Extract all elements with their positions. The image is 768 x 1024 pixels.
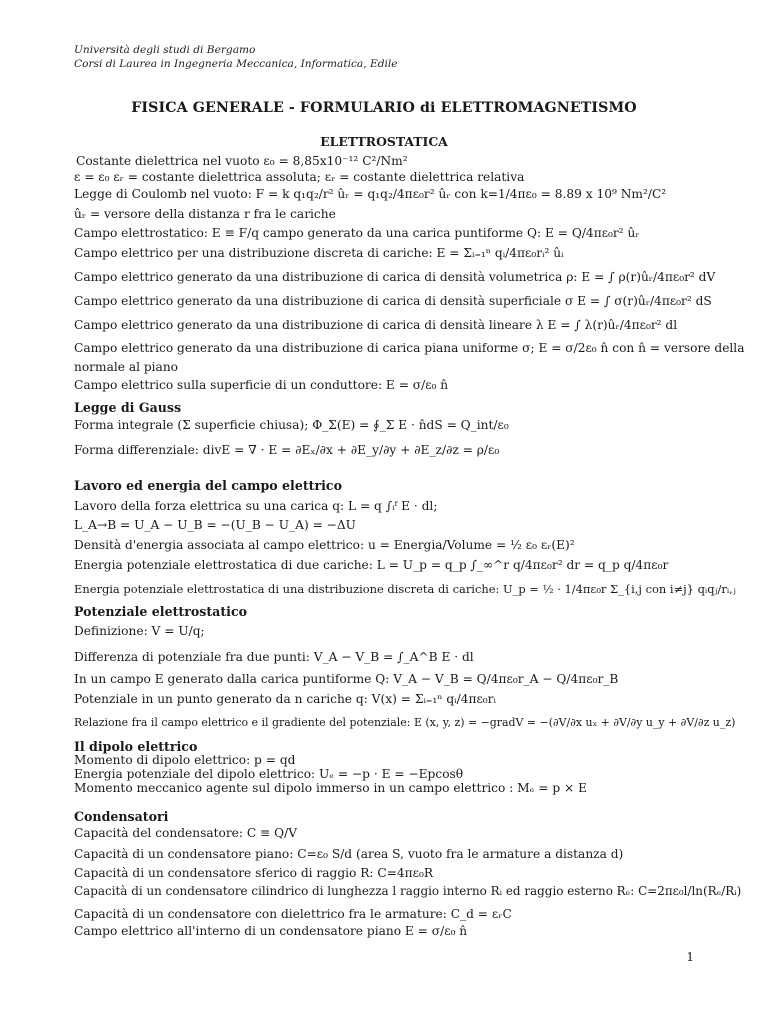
formula-line: Costante dielettrica nel vuoto ε₀ = 8,85x10⁻¹² C²/Nm² bbox=[76, 154, 408, 168]
formula-line: Forma integrale (Σ superficie chiusa); Φ_Σ(E) = ∮_Σ E · n̂dS = Q_int/ε₀ bbox=[74, 418, 509, 432]
formula-line: Capacità di un condensatore cilindrico di lunghezza l raggio interno Rᵢ ed raggio esterno Rₑ: C=2πε₀l/ln(Rₑ/Rᵢ) bbox=[74, 884, 742, 898]
section-heading-potenziale: Potenziale elettrostatico bbox=[74, 604, 248, 619]
formula-line: Momento meccanico agente sul dipolo immerso in un campo elettrico : Mₑ = p × E bbox=[74, 781, 587, 795]
formula-line: Capacità di un condensatore piano: C=ε₀ S/d (area S, vuoto fra le armature a distanza d) bbox=[74, 847, 624, 861]
section-heading-lavoro: Lavoro ed energia del campo elettrico bbox=[74, 478, 342, 493]
formula-line: Definizione: V = U/q; bbox=[74, 624, 205, 638]
formula-line: Relazione fra il campo elettrico e il gradiente del potenziale: E (x, y, z) = −gradV = −(∂V/∂x uₓ + ∂V/∂y u_y + ∂V/∂z u_z) bbox=[74, 716, 736, 729]
section-heading-condensatori: Condensatori bbox=[74, 809, 169, 824]
formula-line: Potenziale in un punto generato da n cariche q: V(x) = Σᵢ₌₁ⁿ qᵢ/4πε₀rᵢ bbox=[74, 692, 496, 706]
formula-line: ε = ε₀ εᵣ = costante dielettrica assoluta; εᵣ = costante dielettrica relativa bbox=[74, 170, 525, 184]
formula-line: normale al piano bbox=[74, 360, 179, 374]
page-number: 1 bbox=[686, 950, 694, 964]
section-heading-dipolo: Il dipolo elettrico bbox=[74, 739, 198, 754]
formula-line: Momento di dipolo elettrico: p = qd bbox=[74, 753, 296, 767]
section-heading-gauss: Legge di Gauss bbox=[74, 400, 182, 415]
formula-line: Campo elettrostatico: E ≡ F/q campo generato da una carica puntiforme Q: E = Q/4πε₀r² ûᵣ bbox=[74, 226, 640, 240]
formula-line: Campo elettrico generato da una distribuzione di carica di densità superficiale σ E = ∫ σ(r)ûᵣ/4πε₀r² dS bbox=[74, 294, 712, 308]
formula-line: Capacità del condensatore: C ≡ Q/V bbox=[74, 826, 298, 840]
formula-line: Legge di Coulomb nel vuoto: F = k q₁q₂/r² ûᵣ = q₁q₂/4πε₀r² ûᵣ con k=1/4πε₀ = 8.89 x 10⁹ Nm²/C² bbox=[74, 187, 667, 201]
formula-line: Energia potenziale elettrostatica di due cariche: L = U_p = q_p ∫_∞^r q/4πε₀r² dr = q_p q/4πε₀r bbox=[74, 558, 669, 572]
formula-line: Densità d'energia associata al campo elettrico: u = Energia/Volume = ½ ε₀ εᵣ(E)² bbox=[74, 538, 575, 552]
formula-line: Campo elettrico all'interno di un condensatore piano E = σ/ε₀ n̂ bbox=[74, 924, 468, 938]
formula-line: Energia potenziale elettrostatica di una distribuzione discreta di cariche: U_p = ½ · 1/4πε₀r Σ_{i,j con i≠j} qᵢqⱼ/rᵢ,ⱼ bbox=[74, 582, 736, 596]
formula-line: Campo elettrico generato da una distribuzione di carica piana uniforme σ; E = σ/2ε₀ n̂ con n̂ = versore della bbox=[74, 341, 745, 355]
section-title-elettrostatica: ELETTROSTATICA bbox=[320, 134, 448, 149]
formula-line: Capacità di un condensatore con dielettrico fra le armature: C_d = εᵣC bbox=[74, 907, 512, 921]
document-title: FISICA GENERALE - FORMULARIO di ELETTROMAGNETISMO bbox=[131, 100, 637, 116]
formula-line: Campo elettrico generato da una distribuzione di carica di densità volumetrica ρ: E = ∫ ρ(r)ûᵣ/4πε₀r² dV bbox=[74, 270, 716, 284]
header-university: Università degli studi di Bergamo bbox=[74, 44, 256, 56]
formula-line: Campo elettrico sulla superficie di un conduttore: E = σ/ε₀ n̂ bbox=[74, 378, 449, 392]
formula-line: ûᵣ = versore della distanza r fra le cariche bbox=[74, 207, 336, 221]
formula-line: Energia potenziale del dipolo elettrico: Uₑ = −p · E = −Epcosθ bbox=[74, 767, 464, 781]
formula-line: Capacità di un condensatore sferico di raggio R: C=4πε₀R bbox=[74, 866, 434, 880]
formula-line: Lavoro della forza elettrica su una carica q: L = q ∫ᵢᶠ E · dl; bbox=[74, 499, 438, 513]
formula-line: Campo elettrico generato da una distribuzione di carica di densità lineare λ E = ∫ λ(r)ûᵣ/4πε₀r² dl bbox=[74, 318, 678, 332]
formula-line: Forma differenziale: divE = ∇ · E = ∂Eₓ/∂x + ∂E_y/∂y + ∂E_z/∂z = ρ/ε₀ bbox=[74, 443, 500, 457]
formula-line: In un campo E generato dalla carica puntiforme Q: V_A − V_B = Q/4πε₀r_A − Q/4πε₀r_B bbox=[74, 672, 619, 686]
formula-line: Campo elettrico per una distribuzione discreta di cariche: E = Σᵢ₌₁ⁿ qᵢ/4πε₀rᵢ² ûᵢ bbox=[74, 246, 564, 260]
formula-line: Differenza di potenziale fra due punti: V_A − V_B = ∫_A^B E · dl bbox=[74, 650, 474, 664]
formula-line: L_A→B = U_A − U_B = −(U_B − U_A) = −ΔU bbox=[74, 518, 356, 532]
header-courses: Corsi di Laurea in Ingegneria Meccanica, Informatica, Edile bbox=[74, 58, 398, 70]
